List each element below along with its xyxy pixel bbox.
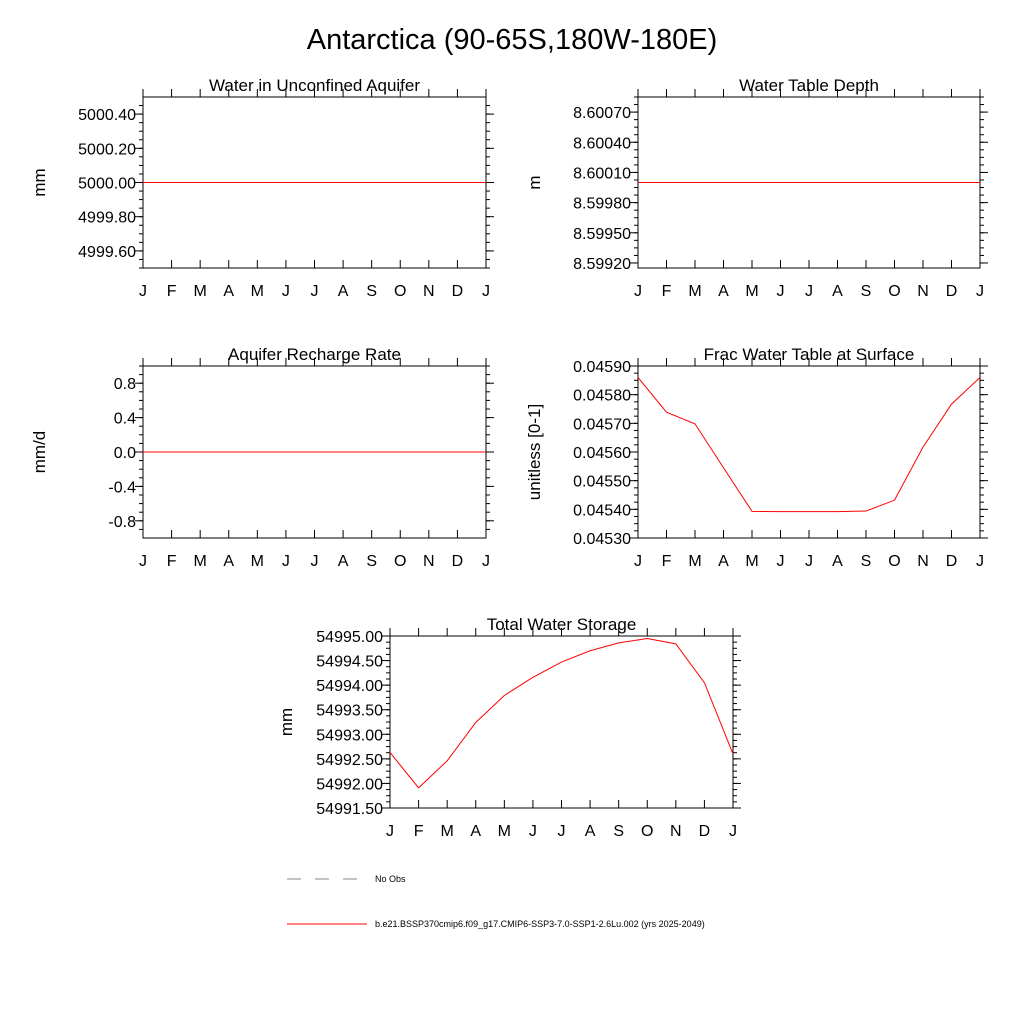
x-tick-label: A <box>337 553 349 570</box>
y-tick-label: 54993.00 <box>316 727 383 745</box>
x-tick-label: J <box>528 823 537 840</box>
x-tick-label: A <box>832 553 843 570</box>
x-tick-label: F <box>661 553 672 570</box>
x-tick-label: M <box>745 553 759 570</box>
legend-obs-label: No Obs <box>375 874 406 884</box>
figure-title: Antarctica (90-65S,180W-180E) <box>306 24 718 56</box>
panel-4 <box>525 345 988 570</box>
y-tick-label: 5000.40 <box>78 107 136 125</box>
x-tick-label: A <box>832 283 843 300</box>
x-tick-label: J <box>482 283 490 300</box>
x-tick-label: A <box>223 553 235 570</box>
x-tick-label: M <box>250 553 264 570</box>
x-tick-label: M <box>193 283 207 300</box>
x-tick-label: J <box>634 283 642 300</box>
plot-title: Frac Water Table at Surface <box>703 345 915 364</box>
x-tick-label: D <box>451 553 464 570</box>
x-tick-label: M <box>440 823 454 840</box>
y-tick-label: 0.8 <box>113 376 136 394</box>
x-tick-label: M <box>250 283 264 300</box>
x-tick-label: A <box>584 823 596 840</box>
y-tick-label: 5000.20 <box>78 141 136 159</box>
x-tick-label: F <box>166 283 177 300</box>
x-tick-label: J <box>139 283 147 300</box>
x-tick-label: O <box>394 553 407 570</box>
x-tick-label: O <box>641 823 654 840</box>
y-tick-label: 54993.50 <box>316 702 383 720</box>
y-tick-label: 0.04530 <box>573 531 631 548</box>
y-tick-label: 5000.00 <box>78 175 136 193</box>
x-tick-label: J <box>776 283 785 300</box>
x-tick-label: S <box>613 823 625 840</box>
x-tick-label: J <box>805 553 813 570</box>
x-tick-label: N <box>670 823 682 840</box>
y-tick-label: 8.59920 <box>573 255 631 273</box>
panels <box>30 76 988 840</box>
x-tick-label: J <box>976 553 984 570</box>
y-axis-label: mm/d <box>30 430 49 474</box>
y-tick-label: 0.04570 <box>573 416 631 434</box>
x-tick-label: N <box>917 283 929 300</box>
panel-2 <box>525 76 988 300</box>
x-tick-label: M <box>745 283 759 300</box>
y-axis-label: m <box>525 175 544 190</box>
x-tick-label: D <box>945 283 958 300</box>
y-tick-label: -0.8 <box>108 513 136 531</box>
x-tick-label: S <box>860 553 872 570</box>
panel-1 <box>30 76 494 300</box>
y-tick-label: 54994.50 <box>316 653 383 671</box>
x-tick-label: J <box>139 553 147 570</box>
x-tick-label: J <box>976 283 984 300</box>
series-line <box>390 638 733 787</box>
x-tick-label: S <box>860 283 872 300</box>
x-tick-label: J <box>729 823 737 840</box>
x-tick-label: A <box>718 283 729 300</box>
x-tick-label: O <box>888 553 901 570</box>
y-tick-label: 0.04580 <box>573 387 631 405</box>
y-tick-label: 4999.60 <box>78 243 136 261</box>
x-tick-label: J <box>310 553 319 570</box>
x-tick-label: F <box>661 283 672 300</box>
x-tick-label: M <box>688 283 702 300</box>
x-tick-label: N <box>423 283 435 300</box>
y-tick-label: 0.4 <box>113 410 136 428</box>
y-axis-label: unitless [0-1] <box>525 403 544 501</box>
x-tick-label: J <box>634 553 642 570</box>
plot-frame <box>638 366 980 538</box>
x-tick-label: J <box>557 823 566 840</box>
x-tick-label: A <box>718 553 729 570</box>
x-tick-label: A <box>470 823 482 840</box>
x-tick-label: M <box>688 553 702 570</box>
y-tick-label: 54994.00 <box>316 678 383 696</box>
x-tick-label: F <box>413 823 424 840</box>
y-tick-label: 0.04550 <box>573 473 631 491</box>
x-tick-label: J <box>482 553 490 570</box>
x-tick-label: O <box>888 283 901 300</box>
y-tick-label: 0.04540 <box>573 502 631 520</box>
y-tick-label: 54992.50 <box>316 751 383 769</box>
x-tick-label: J <box>776 553 785 570</box>
legend <box>287 874 705 929</box>
y-tick-label: 8.60040 <box>573 135 631 153</box>
x-tick-label: J <box>386 823 394 840</box>
y-tick-label: 54995.00 <box>316 629 383 646</box>
series-line <box>638 377 980 511</box>
x-tick-label: F <box>166 553 177 570</box>
y-tick-label: 8.60010 <box>573 165 631 183</box>
x-tick-label: N <box>917 553 929 570</box>
y-tick-label: 8.60070 <box>573 105 631 123</box>
x-tick-label: J <box>805 283 813 300</box>
x-tick-label: N <box>423 553 435 570</box>
x-tick-label: A <box>223 283 235 300</box>
y-tick-label: 8.59980 <box>573 195 631 213</box>
x-tick-label: S <box>366 553 378 570</box>
y-axis-label: mm <box>30 168 49 197</box>
y-tick-label: 8.59950 <box>573 225 631 243</box>
x-tick-label: J <box>281 283 290 300</box>
x-tick-label: D <box>451 283 464 300</box>
legend-model-label: b.e21.BSSP370cmip6.f09_g17.CMIP6-SSP3-7.0-SSP1-2.6Lu.002 (yrs 2025-2049) <box>375 919 705 929</box>
panel-3 <box>30 345 494 570</box>
y-tick-label: 54992.00 <box>316 776 383 794</box>
plot-title: Water in Unconfined Aquifer <box>208 76 421 95</box>
x-tick-label: J <box>310 283 319 300</box>
y-tick-label: 0.0 <box>113 445 136 462</box>
x-tick-label: D <box>698 823 711 840</box>
x-tick-label: A <box>337 283 349 300</box>
x-tick-label: S <box>366 283 378 300</box>
panel-5 <box>277 615 741 840</box>
plot-title: Water Table Depth <box>739 76 879 95</box>
plot-title: Aquifer Recharge Rate <box>228 345 401 364</box>
x-tick-label: M <box>497 823 511 840</box>
y-tick-label: -0.4 <box>108 479 136 497</box>
plot-title: Total Water Storage <box>486 615 637 634</box>
y-tick-label: 54991.50 <box>316 801 383 818</box>
x-tick-label: M <box>193 553 207 570</box>
x-tick-label: D <box>945 553 958 570</box>
x-tick-label: O <box>394 283 407 300</box>
y-tick-label: 0.04590 <box>573 359 631 376</box>
y-tick-label: 4999.80 <box>78 209 136 227</box>
x-tick-label: J <box>281 553 290 570</box>
y-axis-label: mm <box>277 707 296 737</box>
y-tick-label: 0.04560 <box>573 445 631 462</box>
